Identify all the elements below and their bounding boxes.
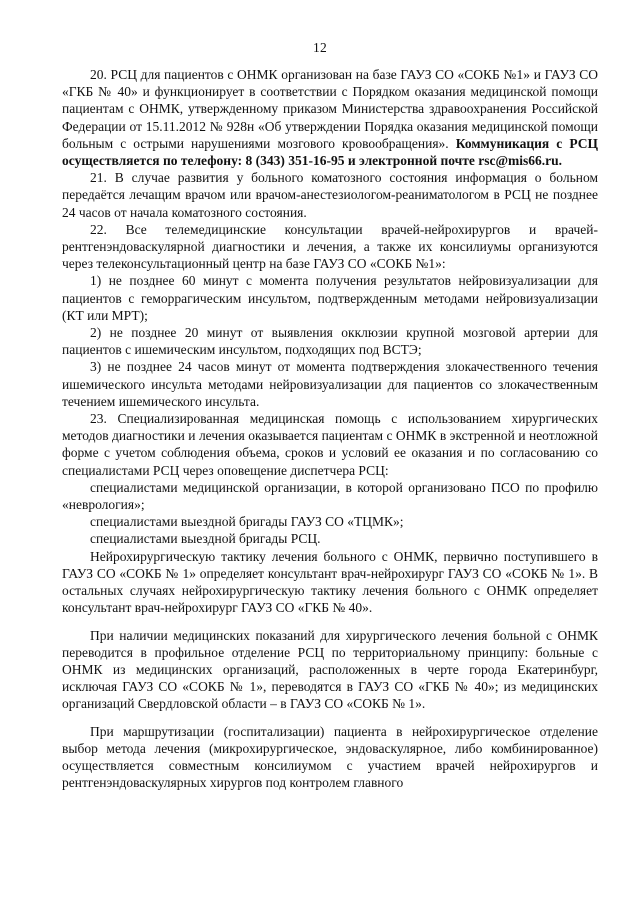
- paragraph-22: 22. Все телемедицинские консультации врачей-нейрохирургов и врачей-рентгенэндоваскулярной диагностики и лечения, а также их консилиумы организуются через телеконсультационный центр на базе ГАУЗ СО «СОКБ №1»:: [62, 221, 598, 272]
- paragraph-21: 21. В случае развития у больного коматозного состояния информация о больном передаётся лечащим врачом или врачом-анестезиологом-реаниматологом в РСЦ не позднее 24 часов от начала коматозного состояния.: [62, 170, 598, 220]
- list-item: специалистами выездной бригады РСЦ.: [90, 531, 321, 547]
- transfer-paragraph: При наличии медицинских показаний для хирургического лечения больной с ОНМК переводится в профильное отделение РСЦ по территориальному принципу: больные с ОНМК из медицинских организаций, расположенных в черте города Екатеринбург, исключая ГАУЗ СО «СОКБ № 1», переводятся в ГАУЗ СО «ГКБ № 40»; из медицинских организаций Свердловской области – в ГАУЗ СО «СОКБ № 1».: [62, 627, 598, 712]
- paragraph-20-text: 20. РСЦ для пациентов с ОНМК организован на базе ГАУЗ СО «СОКБ №1» и ГАУЗ СО «ГКБ № 40» и функционирует в соответствии с Порядком оказания медицинской помощи пациентам с ОНМК, утвержденному приказом Министерства здравоохранения Российской Федерации от 15.11.2012 № 928н «Об утверждении Порядка оказания медицинской помощи больным с острыми нарушениями мозгового кровообращения».: [62, 67, 598, 151]
- list-item: 1) не позднее 60 минут с момента получения результатов нейровизуализации для пациентов с геморрагическим инсультом, подтвержденным методами нейровизуализации (КТ или МРТ);: [62, 273, 598, 323]
- routing-paragraph: При маршрутизации (госпитализации) пациента в нейрохирургическое отделение выбор метода лечения (микрохирургическое, эндоваскулярное, либо комбинированное) осуществляется совместным консилиумом с участием врачей нейрохирургов и рентгенэндоваскулярных хирургов под контролем главного: [62, 723, 598, 791]
- list-item: 3) не позднее 24 часов минут от момента подтверждения злокачественного течения ишемического инсульта методами нейровизуализации для пациентов со злокачественным течением ишемического инсульта.: [62, 359, 598, 409]
- paragraph-23: 23. Специализированная медицинская помощь с использованием хирургических методов диагностики и лечения оказывается пациентам с ОНМК в экстренной и неотложной форме с учетом соблюдения объема, сроков и условий ее оказания и по согласованию со специалистами РСЦ через оповещение диспетчера РСЦ:: [62, 411, 598, 478]
- paragraph-20: [62, 66, 598, 169]
- neurosurgical-tactics-paragraph: Нейрохирургическую тактику лечения больного с ОНМК, первично поступившего в ГАУЗ СО «СОКБ № 1» определяет консультант врач-нейрохирург ГАУЗ СО «СОКБ № 1». В остальных случаях нейрохирургическую тактику лечения больного с ОНМК определяет консультант врач-нейрохирург ГАУЗ СО «ГКБ № 40».: [62, 548, 598, 616]
- consultation-deadlines-list: [62, 272, 598, 410]
- list-item: специалистами выездной бригады ГАУЗ СО «ТЦМК»;: [90, 514, 404, 530]
- specialists-list: [62, 479, 598, 548]
- list-item: 2) не позднее 20 минут от выявления окклюзии крупной мозговой артерии для пациентов с ишемическим инсультом, подходящих под ВСТЭ;: [62, 325, 598, 358]
- list-item: специалистами медицинской организации, в которой организовано ПСО по профилю «неврология»;: [62, 479, 598, 513]
- page-number: 12: [312, 40, 328, 55]
- document-body: [62, 66, 598, 791]
- paragraph-20-contact: Коммуникация с РСЦ осуществляется по телефону: 8 (343) 351-16-95 и электронной почте rsc@mis66.ru.: [62, 135, 598, 169]
